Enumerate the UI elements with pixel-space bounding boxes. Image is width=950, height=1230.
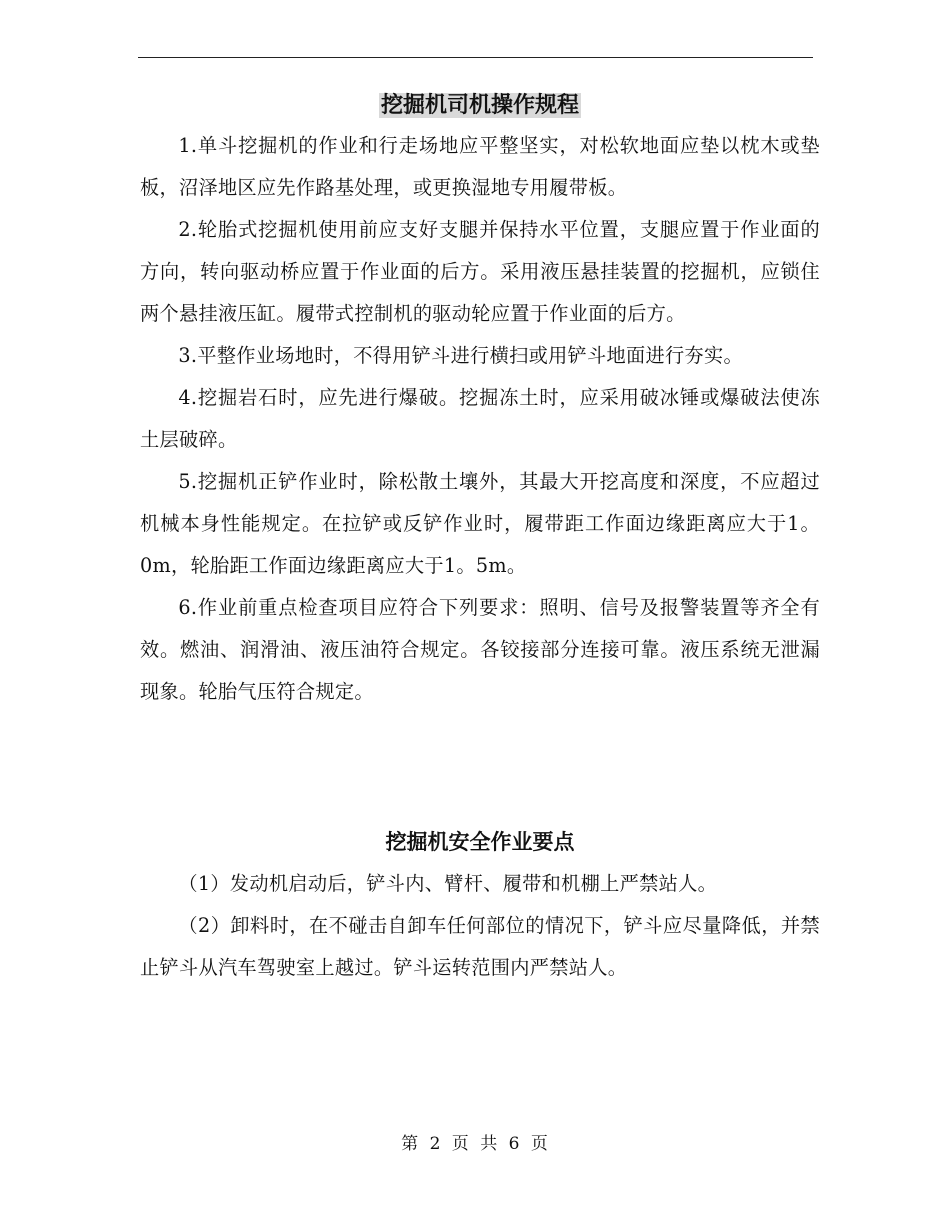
page-number: 第 2 页 共 6 页 [401, 1134, 549, 1154]
paragraph-2: 2.轮胎式挖掘机使用前应支好支腿并保持水平位置，支腿应置于作业面的方向，转向驱动桥应置于作业面的后方。采用液压悬挂装置的挖掘机，应锁住两个悬挂液压缸。履带式控制机的驱动轮应置于作业面的后方。 [140, 218, 820, 325]
document-title [140, 88, 820, 124]
document-title-text: 挖掘机司机操作规程 [380, 93, 579, 118]
section-gap [140, 713, 820, 823]
safety-point-1: （1）发动机启动后，铲斗内、臂杆、履带和机棚上严禁站人。 [178, 872, 718, 895]
paragraph-1: 1.单斗挖掘机的作业和行走场地应平整坚实，对松软地面应垫以枕木或垫板，沼泽地区应先作路基处理，或更换湿地专用履带板。 [140, 134, 820, 199]
paragraph-3: 3.平整作业场地时，不得用铲斗进行横扫或用铲斗地面进行夯实。 [178, 344, 743, 367]
section-title: 挖掘机安全作业要点 [385, 830, 575, 854]
paragraph-4: 4.挖掘岩石时，应先进行爆破。挖掘冻土时，应采用破冰锤或爆破法使冻土层破碎。 [140, 386, 820, 451]
header-rule [138, 57, 813, 58]
paragraph-5: 5.挖掘机正铲作业时，除松散土壤外，其最大开挖高度和深度，不应超过机械本身性能规定。在拉铲或反铲作业时，履带距工作面边缘距离应大于1。0m，轮胎距工作面边缘距离应大于1。5m。 [140, 470, 820, 577]
page-content [140, 88, 820, 989]
paragraph-6: 6.作业前重点检查项目应符合下列要求：照明、信号及报警装置等齐全有效。燃油、润滑油、液压油符合规定。各铰接部分连接可靠。液压系统无泄漏现象。轮胎气压符合规定。 [140, 596, 820, 703]
safety-point-2: （2）卸料时，在不碰击自卸车任何部位的情况下，铲斗应尽量降低，并禁止铲斗从汽车驾驶室上越过。铲斗运转范围内严禁站人。 [140, 914, 820, 979]
